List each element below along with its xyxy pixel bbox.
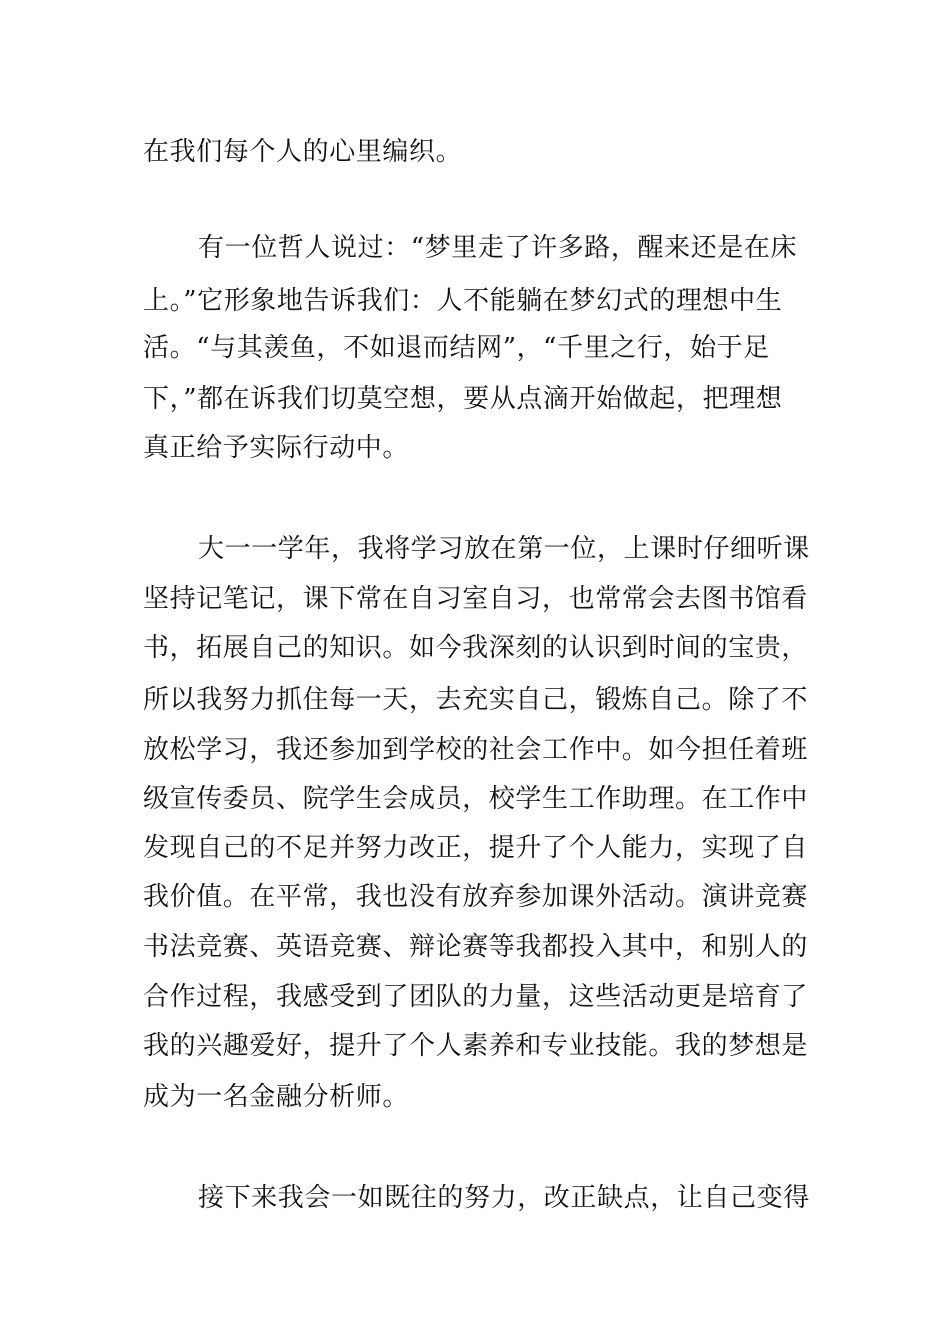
paragraph-2-line-3: 活。“与其羡鱼，不如退而结网”，“千里之行，始于足 bbox=[143, 333, 770, 363]
paragraph-2-line-5: 真正给予实际行动中。 bbox=[143, 433, 410, 463]
paragraph-3-line-1: 大一一学年，我将学习放在第一位，上课时仔细听课 bbox=[198, 534, 810, 564]
paragraph-2-line-1: 有一位哲人说过：“梦里走了许多路，醒来还是在床 bbox=[198, 233, 798, 263]
paragraph-3-line-9: 书法竞赛、英语竞赛、辩论赛等我都投入其中，和别人的 bbox=[143, 932, 809, 962]
paragraph-3-line-5: 放松学习，我还参加到学校的社会工作中。如今担任着班 bbox=[143, 735, 809, 765]
paragraph-3-line-7: 发现自己的不足并努力改正，提升了个人能力，实现了自 bbox=[143, 833, 809, 863]
paragraph-3-line-11: 我的兴趣爱好，提升了个人素养和专业技能。我的梦想是 bbox=[143, 1031, 809, 1061]
paragraph-2-line-2: 上。”它形象地告诉我们：人不能躺在梦幻式的理想中生 bbox=[143, 286, 783, 316]
paragraph-3-line-4: 所以我努力抓住每一天，去充实自己，锻炼自己。除了不 bbox=[143, 685, 809, 715]
paragraph-3-line-6: 级宣传委员、院学生会成员，校学生工作助理。在工作中 bbox=[143, 784, 809, 814]
paragraph-3-line-2: 坚持记笔记，课下常在自习室自习，也常常会去图书馆看 bbox=[143, 584, 809, 614]
paragraph-3-line-3: 书，拓展自己的知识。如今我深刻的认识到时间的宝贵， bbox=[143, 633, 809, 663]
paragraph-2-line-4: 下，”都在诉我们切莫空想，要从点滴开始做起，把理想 bbox=[143, 384, 783, 414]
paragraph-4-line-1: 接下来我会一如既往的努力，改正缺点，让自己变得 bbox=[198, 1183, 810, 1213]
paragraph-1-line-1: 在我们每个人的心里编织。 bbox=[143, 137, 463, 167]
paragraph-3-line-10: 合作过程，我感受到了团队的力量，这些活动更是培育了 bbox=[143, 982, 809, 1012]
paragraph-3-line-8: 我价值。在平常，我也没有放弃参加课外活动。演讲竞赛 bbox=[143, 882, 809, 912]
paragraph-3-line-12: 成为一名金融分析师。 bbox=[143, 1082, 410, 1112]
